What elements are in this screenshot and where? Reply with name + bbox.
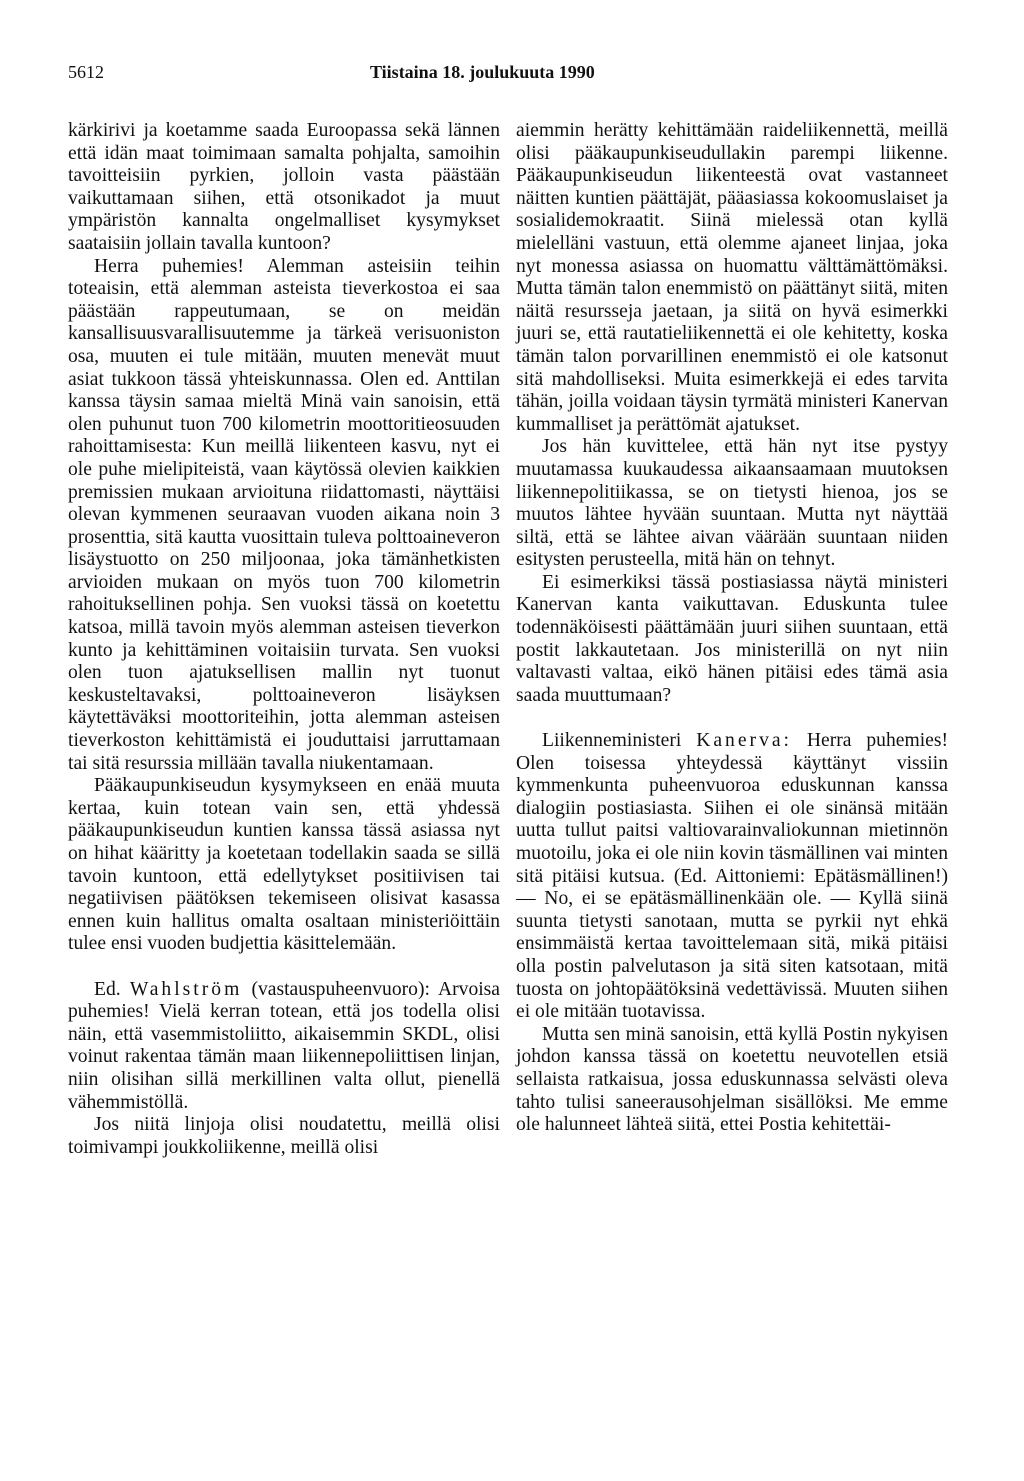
page-date-header: Tiistaina 18. joulukuuta 1990 [370, 62, 595, 82]
paragraph: Jos hän kuvittelee, että hän nyt itse pystyy muutamassa kuukaudessa aikaansaamaan muutoksen liikennepolitiikassa, se on tietysti hienoa, jos se muutos lähtee hyvään suuntaan. Mutta nyt näyttää siltä, että se lähtee aivan väärään suuntaan niiden esitysten perusteella, mitä hän on tehnyt. [516, 436, 948, 571]
speech-text: Herra puhemies! Olen toisessa yhteydessä käyttänyt vissiin kymmenkunta puheenvuoroa eduskunnan kanssa dialogiin postiasiasta. Siihen ei ole sinänsä mitään uutta tullut paitsi valtiovarainvaliokunnan mietinnön muotoilu, joka ei ole niin kovin täsmällinen vai minten sitä pitäisi kutsua. (Ed. Aittoniemi: Epätäsmällinen!) — No, ei se epätäsmällinenkään ole. — Kyllä siinä suunta tietysti sanotaan, mutta se pyrkii nyt ehkä ensimmäistä kertaa tavoittelemaan sitä, mikä pitäisi olla postin palvelutason ja sitä siten katsotaan, mitä tuosta on johtopäätöksinä vedettävissä. Muuten siihen ei ole mitään tuotavissa. [516, 730, 948, 1023]
paragraph: Ei esimerkiksi tässä postiasiassa näytä ministeri Kanervan kanta vaikuttavan. Eduskunta tulee todennäköisesti päättämään juuri siihen suuntaan, että postit lakkautetaan. Jos ministerillä on nyt niin valtavasti valtaa, eikö hänen pitäisi edes tämä asia saada muuttumaan? [516, 571, 948, 706]
paragraph: Mutta sen minä sanoisin, että kyllä Postin nykyisen johdon kanssa tässä on koetettu neuvotellen etsiä sellaista ratkaisua, jossa eduskunnassa selvästi oleva tahto tulisi saneerausohjelman sisällöksi. Me emme ole halunneet lähteä siitä, ettei Postia kehitettäi- [516, 1023, 948, 1136]
speaker-prefix: Liikenneministeri [542, 730, 682, 752]
speech-text: (vastauspuheenvuoro): Arvoisa puhemies! Vielä kerran totean, että jos todella olisi näin, että vasemmistoliitto, aikaisemmin SKDL, olisi voinut rakentaa tämän maan liikennepoliittisen linjan, niin olisihan sillä merkillinen valta ollut, pienellä vähemmistöllä. [68, 978, 501, 1113]
paragraph: aiemmin herätty kehittämään raideliikennettä, meillä olisi pääkaupunkiseudullakin parempi liikenne. Pääkaupunkiseudun liikenteestä ovat vastanneet näitten kuntien päättäjät, pääasiassa kokoomuslaiset ja sosialidemokraatit. Siinä mielessä otan kyllä mielelläni vastuun, että olemme ajaneet linjaa, joka nyt monessa asiassa on huomattu välttämättömäksi. Mutta tämän talon enemmistö on päättänyt siitä, miten näitä resursseja jaetaan, ja siitä on hyvä esimerkki juuri se, että rautatieliikennettä ei ole kehitetty, koska tämän talon porvarillinen enemmistö ei ole katsonut sitä mahdolliseksi. Muita esimerkkejä ei edes tarvita tähän, joilla voidaan täysin tyrmätä ministeri Kanervan kummalliset ja perättömät ajatukset. [516, 120, 948, 435]
paragraph: kärkirivi ja koetamme saada Euroopassa sekä lännen että idän maat toimimaan samalta pohjalta, samoihin tavoitteisiin pyrkien, jolloin vasta päästään vaikuttamaan siihen, että otsonikadot ja muut ympäristön kannalta ongelmalliset kysymykset saataisiin jollain tavalla kuntoon? [68, 120, 500, 254]
page-number: 5612 [68, 62, 104, 82]
paragraph: Jos niitä linjoja olisi noudatettu, meillä olisi toimivampi joukkoliikenne, meillä olisi [68, 1114, 500, 1158]
speaker-prefix: Ed. [94, 978, 121, 1000]
right-column [516, 120, 948, 1137]
paragraph: Herra puhemies! Alemman asteisiin teihin toteaisin, että alemman asteista tieverkostoa ei saa päästään rappeutumaan, se on meidän kansallisuusvarallisuutemme ja tärkeä verisuoniston osa, muuten ei tule mitään, muuten menevät muut asiat tukkoon tässä yhteiskunnassa. Olen ed. Anttilan kanssa täysin samaa mieltä Minä vain sanoisin, että olen puhunut tuon 700 kilometrin moottoritieosuuden rahoittamisesta: Kun meillä liikenteen kasvu, nyt ei ole puhe mielipiteistä, vaan käytössä olevien kaikkien premissien mukaan arvioituna riidattomasti, näyttäisi olevan kymmenen seuraavan vuoden aikana noin 3 prosenttia, sitä kautta vuosittain tuleva polttoaineveron lisäystuotto on 250 miljoonaa, joka tämänhetkisten arvioiden mukaan on myös tuon 700 kilometrin rahoituksellinen pohja. Sen vuoksi tässä on koetettu katsoa, millä tavoin myös alemman asteisen tieverkon kunto ja kehittäminen voitaisiin turvata. Sen vuoksi olen tuon ajatuksellisen mallin nyt tuonut keskusteltavaksi, polttoaineveron lisäyksen käytettäväksi moottoriteihin, jotta alemman asteisen tieverkoston kehittämistä ei jouduttaisi jarruttamaan tai sitä resurssia millään tavalla niukentamaan. [68, 255, 500, 774]
paragraph: Pääkaupunkiseudun kysymykseen en enää muuta kertaa, kuin totean vain sen, että yhdessä pääkaupunkiseudun kuntien kanssa tässä asiassa nyt on hihat kääritty ja koetetaan todellakin saada se sillä tavoin kuntoon, että edellytykset positiivisen tai negatiivisen päätöksen tekemiseen olisivat kasassa ennen kuin hallitus omalta osaltaan ministeriöittäin tulee ensi vuoden budjettia käsittelemään. [68, 775, 500, 955]
speech-paragraph [516, 730, 948, 1024]
left-column [68, 120, 500, 1159]
speaker-name: Kanerva: [696, 730, 793, 752]
speaker-name: Wahlström [129, 978, 243, 1000]
speech-paragraph [68, 979, 500, 1115]
